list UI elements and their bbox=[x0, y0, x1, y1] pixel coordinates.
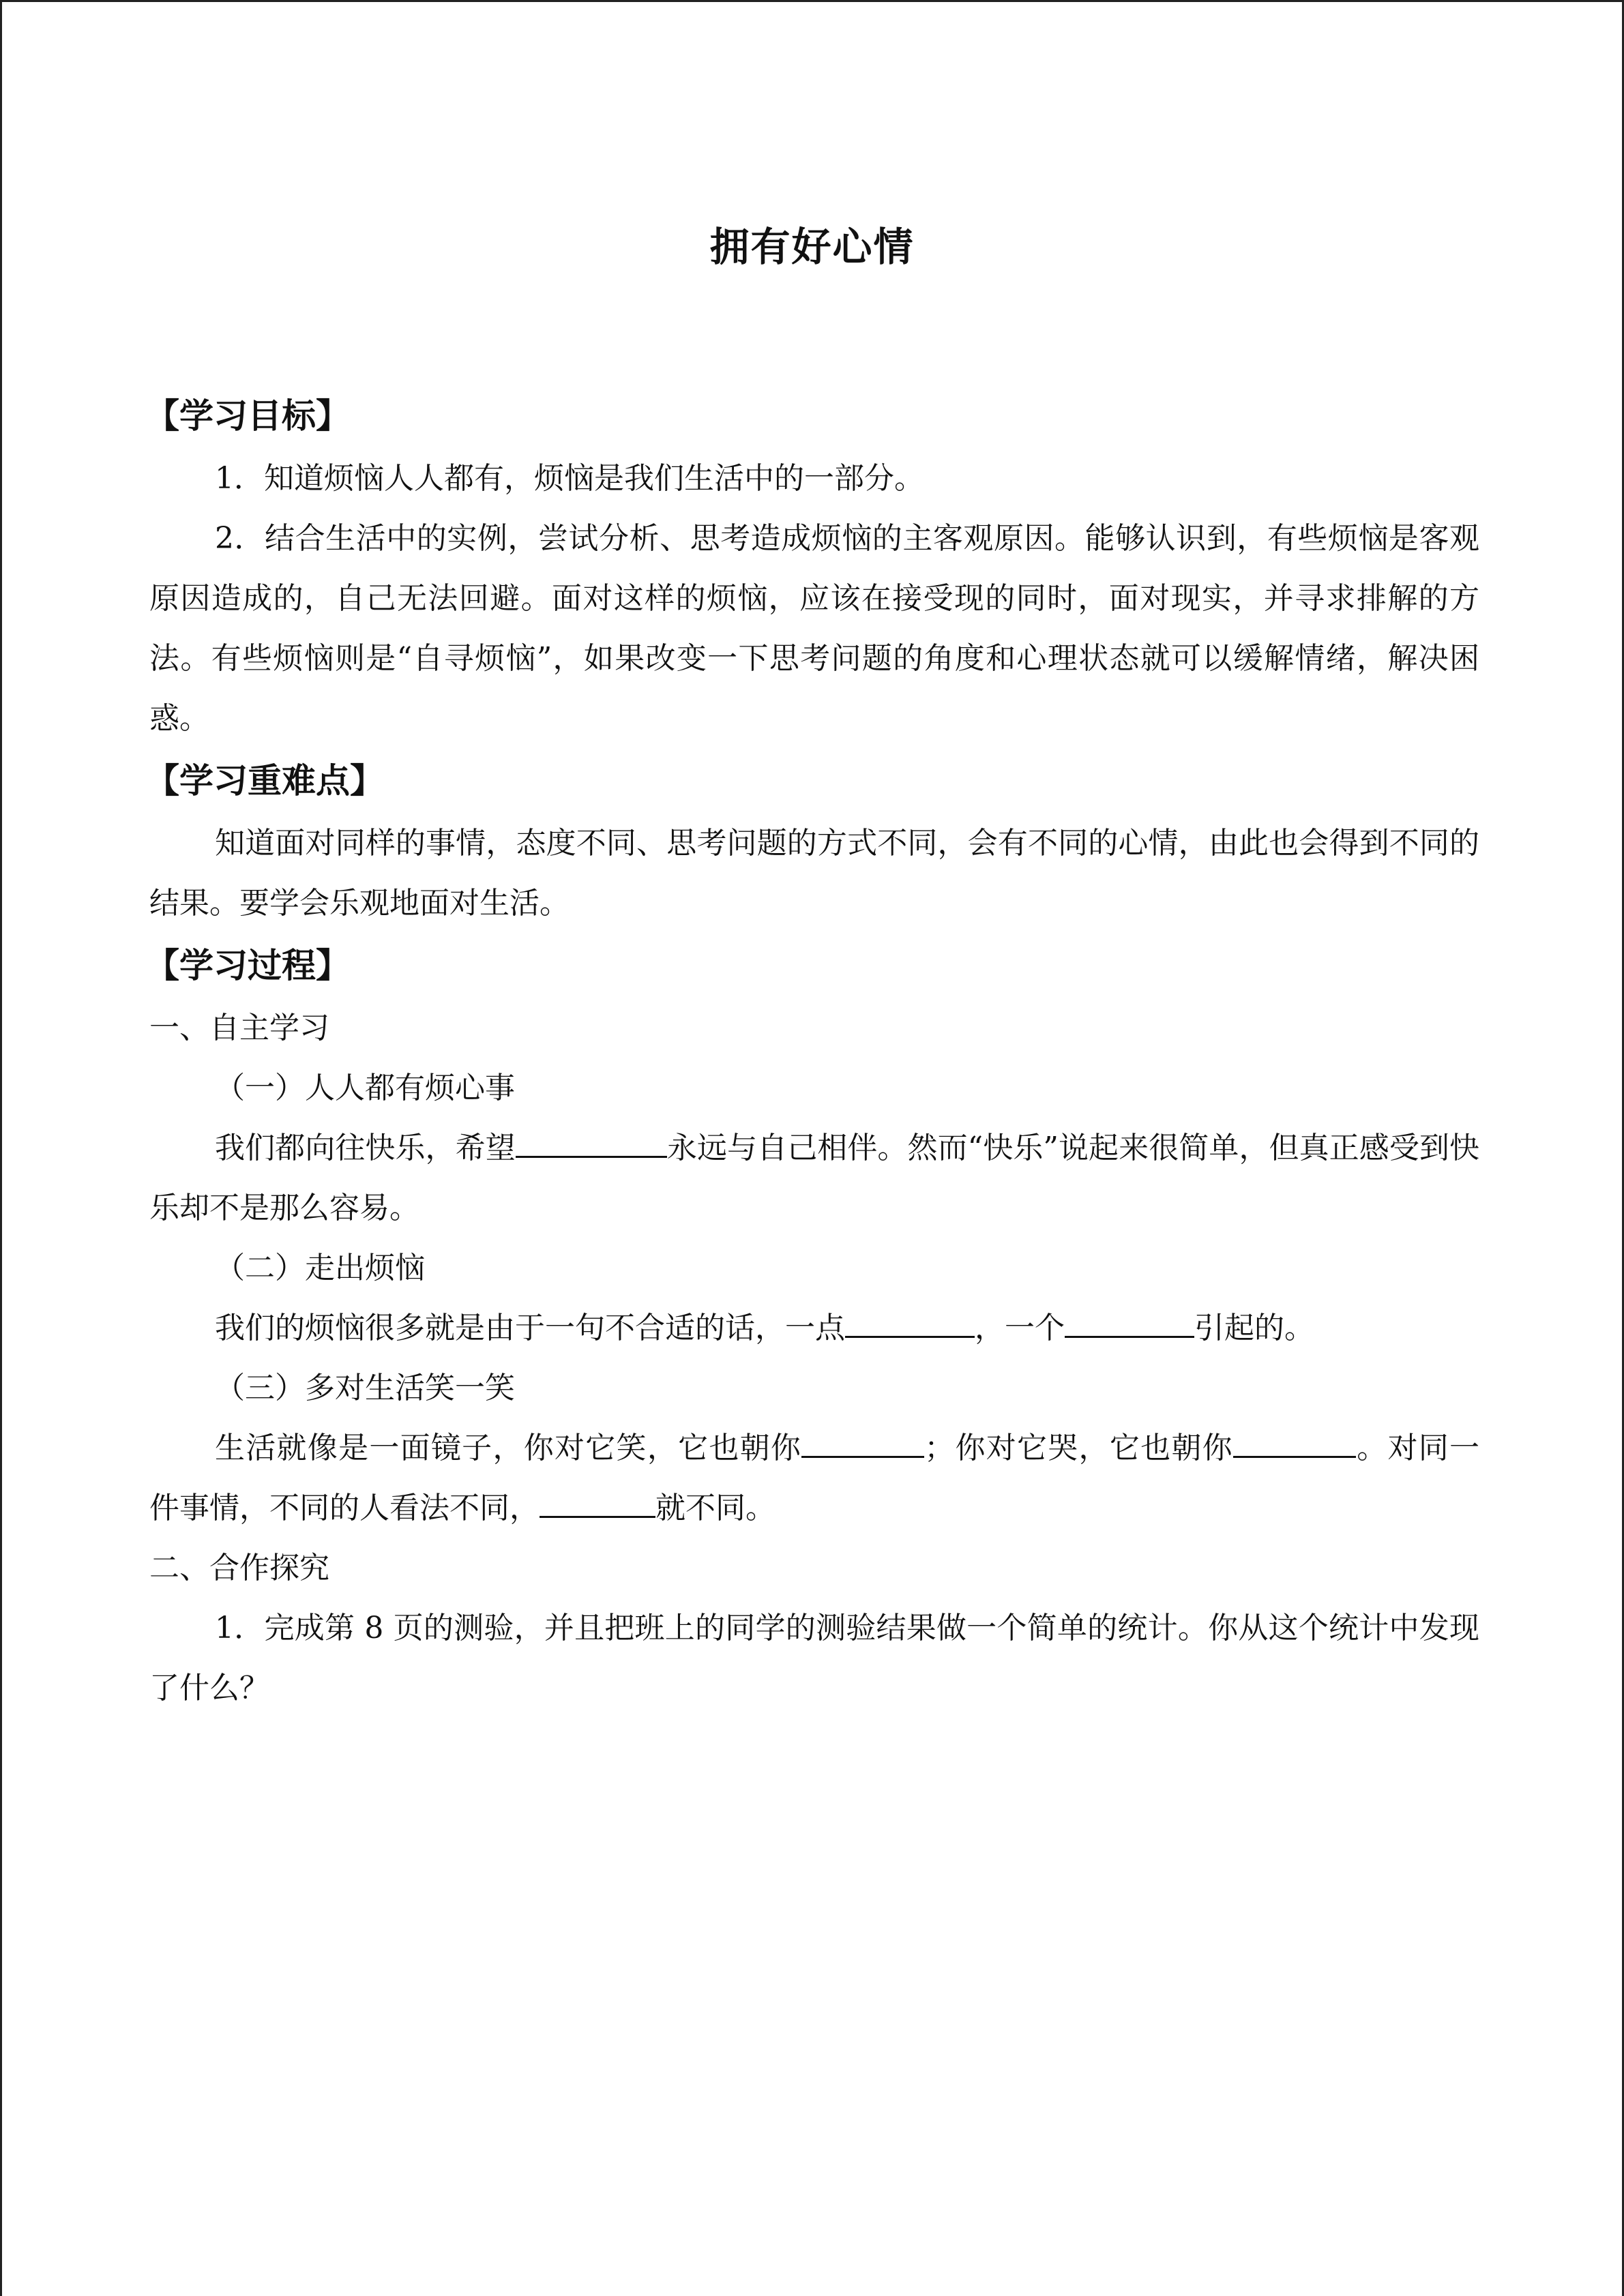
fill-blank-1[interactable] bbox=[516, 1129, 667, 1158]
fill-blank-4[interactable] bbox=[801, 1429, 924, 1458]
goal-item-1: 1．知道烦恼人人都有，烦恼是我们生活中的一部分。 bbox=[215, 461, 924, 496]
part2-label: 二、合作探究 bbox=[149, 1551, 329, 1585]
sub2-text-b: ，一个 bbox=[975, 1311, 1065, 1345]
heading-learning-goals: 【学习目标】 bbox=[145, 396, 350, 436]
sub3-text-c: 。对同一件事情，不同的人看法不同， bbox=[149, 1431, 1480, 1525]
fill-blank-5[interactable] bbox=[1233, 1429, 1356, 1458]
sub1-label: （一）人人都有烦心事 bbox=[215, 1071, 515, 1105]
goal-item-2: 2．结合生活中的实例，尝试分析、思考造成烦恼的主客观原因。能够认识到，有些烦恼是客观原因造成的，自己无法回避。面对这样的烦恼，应该在接受现的同时，面对现实，并寻求排解的方法。有些烦恼则是“自寻烦恼”，如果改变一下思考问题的角度和心理状态就可以缓解情绪，解决困惑。 bbox=[149, 521, 1479, 736]
document-title: 拥有好心情 bbox=[709, 224, 915, 270]
document-body bbox=[145, 384, 1480, 1718]
sub2-text-a: 我们的烦恼很多就是由于一句不合适的话，一点 bbox=[215, 1311, 845, 1345]
sub1-text-b: 永远与自己相伴。然而“快乐”说起来很简单，但真正感受到快乐却不是那么容易。 bbox=[149, 1131, 1479, 1225]
fill-blank-3[interactable] bbox=[1065, 1309, 1194, 1338]
key-points-text: 知道面对同样的事情，态度不同、思考问题的方式不同，会有不同的心情，由此也会得到不同的结果。要学会乐观地面对生活。 bbox=[149, 826, 1479, 921]
sub3-label: （三）多对生活笑一笑 bbox=[215, 1371, 515, 1405]
heading-learning-process: 【学习过程】 bbox=[145, 946, 350, 985]
sub3-text-b: ；你对它哭，它也朝你 bbox=[924, 1431, 1233, 1465]
sub2-text bbox=[149, 1298, 1479, 1358]
sub2-text-c: 引起的。 bbox=[1194, 1311, 1314, 1345]
sub1-text-a: 我们都向往快乐，希望 bbox=[215, 1131, 516, 1165]
sub3-text bbox=[149, 1418, 1479, 1538]
sub3-text-a: 生活就像是一面镜子，你对它笑，它也朝你 bbox=[215, 1431, 802, 1465]
sub2-label: （二）走出烦恼 bbox=[215, 1251, 425, 1285]
sub3-text-d: 就不同。 bbox=[655, 1491, 776, 1525]
fill-blank-6[interactable] bbox=[540, 1489, 655, 1518]
part2-item-1: 1．完成第 8 页的测验，并且把班上的同学的测验结果做一个简单的统计。你从这个统计中发现了什么？ bbox=[149, 1611, 1479, 1705]
part1-label: 一、自主学习 bbox=[149, 1011, 329, 1045]
sub1-text bbox=[149, 1118, 1479, 1238]
fill-blank-2[interactable] bbox=[845, 1309, 975, 1338]
heading-key-points: 【学习重难点】 bbox=[145, 761, 384, 801]
